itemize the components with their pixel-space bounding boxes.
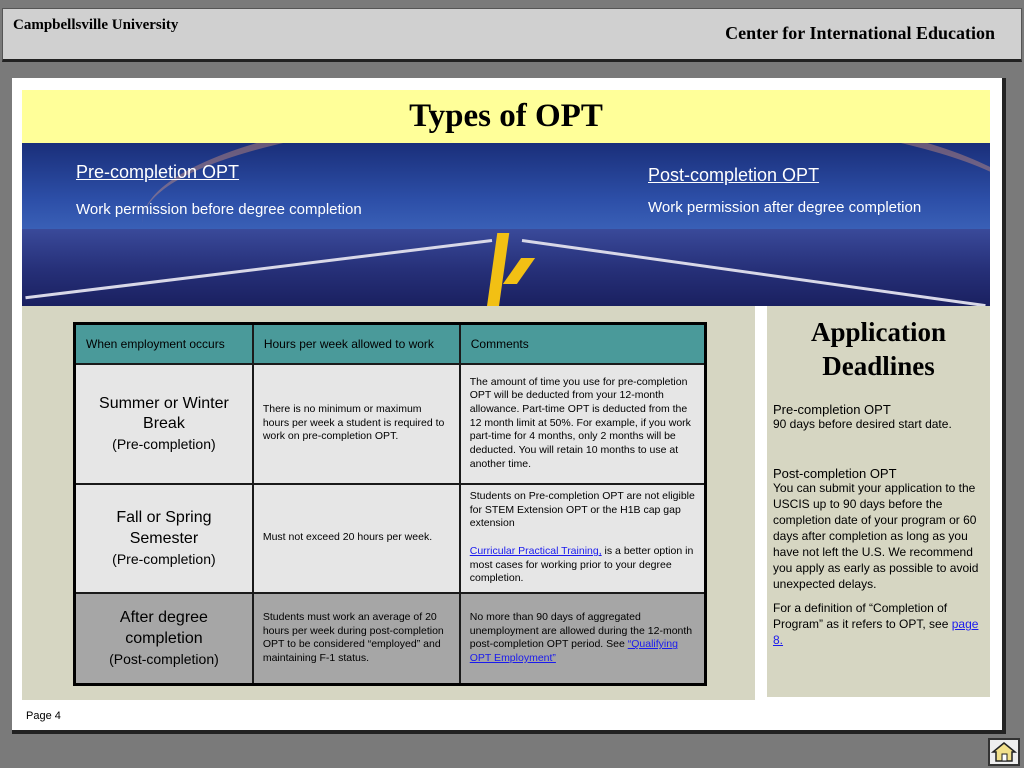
occurs-cell bbox=[75, 364, 253, 484]
occurs-type: (Pre-completion) bbox=[112, 436, 216, 453]
comment-cell bbox=[460, 484, 706, 593]
page-title: Types of OPT bbox=[409, 98, 603, 134]
deadlines-title: Application Deadlines bbox=[810, 317, 947, 381]
pre-completion-heading: Pre-completion OPT bbox=[76, 162, 240, 182]
home-button[interactable] bbox=[988, 738, 1020, 766]
title-bar bbox=[22, 90, 990, 143]
header-bar bbox=[2, 8, 1022, 62]
pre-deadline-heading: Pre-completion OPT bbox=[773, 401, 891, 417]
table-row bbox=[75, 484, 706, 593]
opt-types-table bbox=[73, 322, 707, 686]
application-deadlines-panel bbox=[767, 306, 990, 697]
column-header-hours: Hours per week allowed to work bbox=[253, 324, 460, 364]
opt-table-area bbox=[22, 306, 755, 700]
table-header-row bbox=[75, 324, 706, 364]
table-row bbox=[75, 364, 706, 484]
comment-cell bbox=[460, 593, 706, 685]
qualifying-opt-link[interactable]: “Qualifying OPT Employment” bbox=[469, 638, 678, 664]
comment-cpt-text: is a better option in most cases for working prior to your degree completion. bbox=[469, 545, 694, 585]
occurs-label: Summer or Winter Break bbox=[99, 394, 229, 433]
post-completion-heading: Post-completion OPT bbox=[648, 165, 820, 185]
comment-cpt bbox=[470, 545, 695, 586]
home-icon bbox=[990, 740, 1018, 764]
pre-completion-subtitle: Work permission before degree completion bbox=[76, 201, 362, 218]
column-header-occurs: When employment occurs bbox=[75, 324, 253, 364]
hours-cell: There is no minimum or maximum hours per week a student is required to work on pre-completion OPT. bbox=[253, 364, 460, 484]
pre-deadline-text: 90 days before desired start date. bbox=[773, 416, 952, 431]
occurs-label: After degree completion bbox=[119, 609, 208, 648]
cpt-link[interactable]: Curricular Practical Training, bbox=[469, 545, 602, 557]
post-deadline-text: You can submit your application to the USCIS up to 90 days before the completion date of your program or 60 days after completion as long as you have not left the U.S. We recommend you apply as early as possible to avoid unexpected delays. bbox=[773, 481, 979, 592]
center-name: Center for International Education bbox=[725, 23, 995, 43]
road-banner-image bbox=[22, 143, 990, 306]
slide-panel bbox=[12, 78, 1006, 734]
occurs-cell bbox=[75, 484, 253, 593]
definition-text bbox=[773, 601, 984, 649]
occurs-type: (Pre-completion) bbox=[112, 550, 216, 567]
occurs-type: (Post-completion) bbox=[109, 650, 219, 667]
post-deadline-heading: Post-completion OPT bbox=[773, 466, 897, 482]
column-header-comments: Comments bbox=[460, 324, 706, 364]
comment-cell: The amount of time you use for pre-completion OPT will be deducted from your 12-month allowance. Part-time OPT is deducted from the 12 month limit at 50%. For example, if you work part-time for 4 months, only 2 months will be deducted. You will retain 10 months to use at another time. bbox=[460, 364, 706, 484]
university-name: Campbellsville University bbox=[13, 17, 179, 33]
page-8-link[interactable]: page 8. bbox=[773, 617, 979, 648]
page-number: Page 4 bbox=[26, 710, 61, 722]
hours-cell: Students must work an average of 20 hours per week during post-completion OPT to be considered “employed” and maintaining F-1 status. bbox=[253, 593, 460, 685]
occurs-label: Fall or Spring Semester bbox=[116, 509, 212, 547]
comment-text: No more than 90 days of aggregated unemployment are allowed during the 12-month post-completion OPT period. See bbox=[469, 610, 693, 651]
occurs-cell bbox=[75, 593, 253, 685]
top-header bbox=[0, 0, 1024, 64]
definition-label: For a definition of “Completion of Program” as it refers to OPT, see bbox=[773, 601, 952, 632]
comment-text: Students on Pre-completion OPT are not eligible for STEM Extension OPT or the H1B cap gap extension bbox=[469, 490, 695, 530]
hours-cell: Must not exceed 20 hours per week. bbox=[253, 484, 460, 593]
post-completion-subtitle: Work permission after degree completion bbox=[648, 199, 922, 216]
table-row bbox=[75, 593, 706, 685]
